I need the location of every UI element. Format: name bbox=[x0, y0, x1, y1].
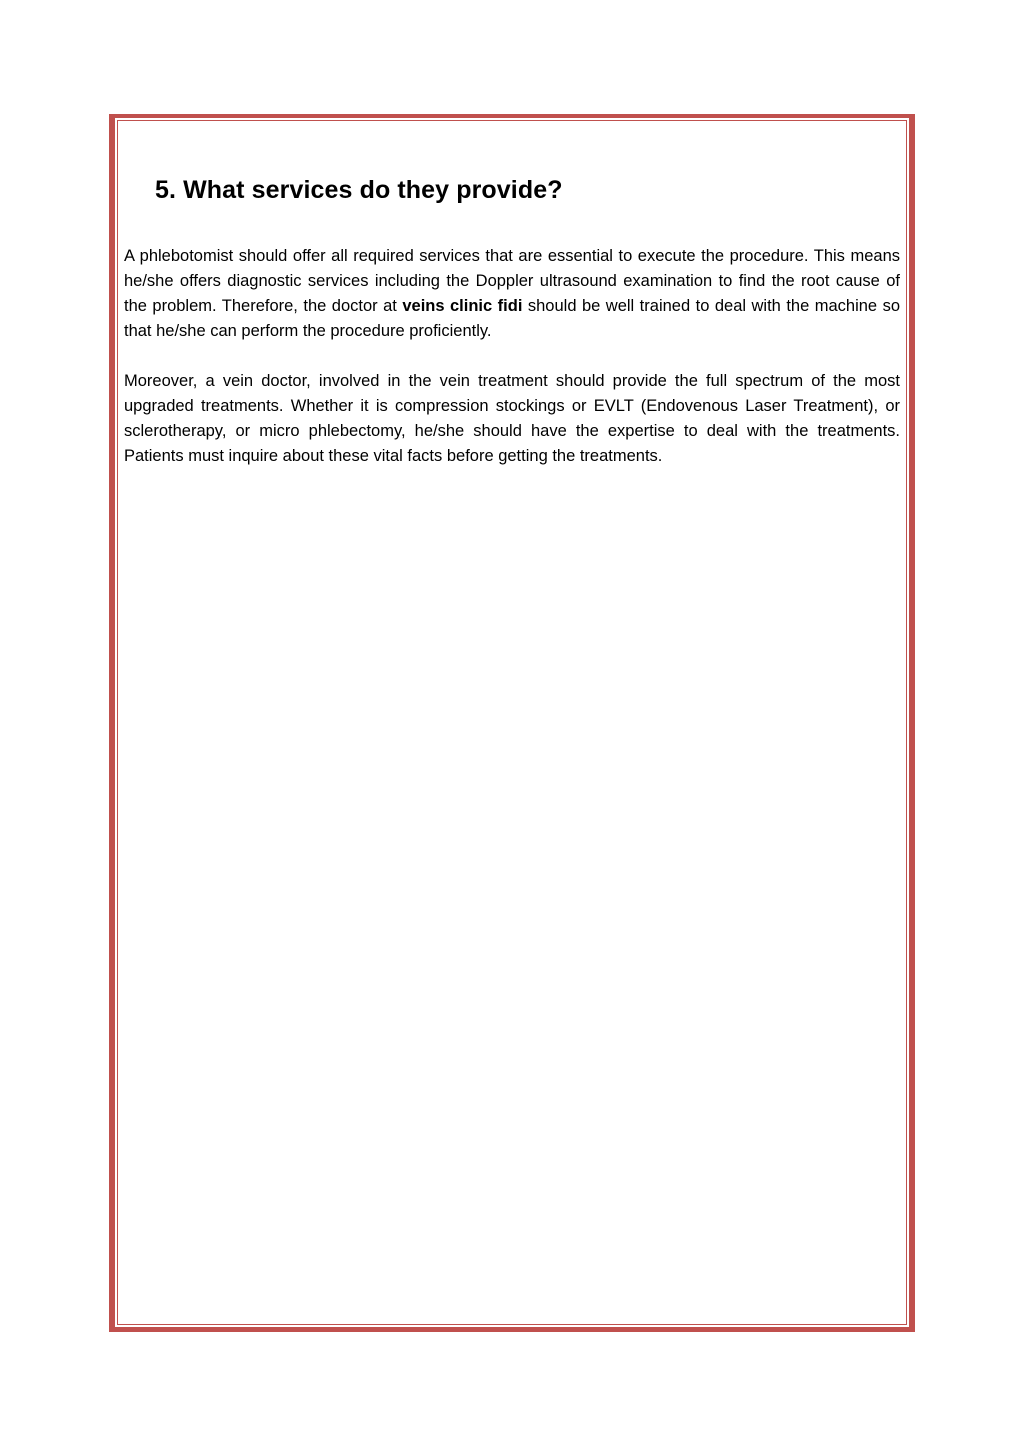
section-heading: 5. What services do they provide? bbox=[155, 176, 563, 204]
paragraph-services-text-start: A phlebotomist should offer all required services that are essential to execute the procedure. This means he/she offers diagnostic services including the Doppler ultrasound examination to find the root cause of the problem. Therefore, the doctor at bbox=[124, 247, 900, 315]
paragraph-services-text-end: should be well trained to deal with the machine so that he/she can perform the procedure proficiently. bbox=[124, 297, 900, 340]
paragraph-services bbox=[124, 244, 900, 344]
document-body bbox=[124, 170, 900, 494]
clinic-name-emphasis: veins clinic fidi bbox=[402, 297, 523, 315]
paragraph-treatments: Moreover, a vein doctor, involved in the vein treatment should provide the full spectrum of the most upgraded treatments. Whether it is compression stockings or EVLT (Endovenous Laser Treatment), or sclerotherapy, or micro phlebectomy, he/she should have the expertise to deal with the treatments. Patients must inquire about these vital facts before getting the treatments. bbox=[124, 372, 900, 465]
